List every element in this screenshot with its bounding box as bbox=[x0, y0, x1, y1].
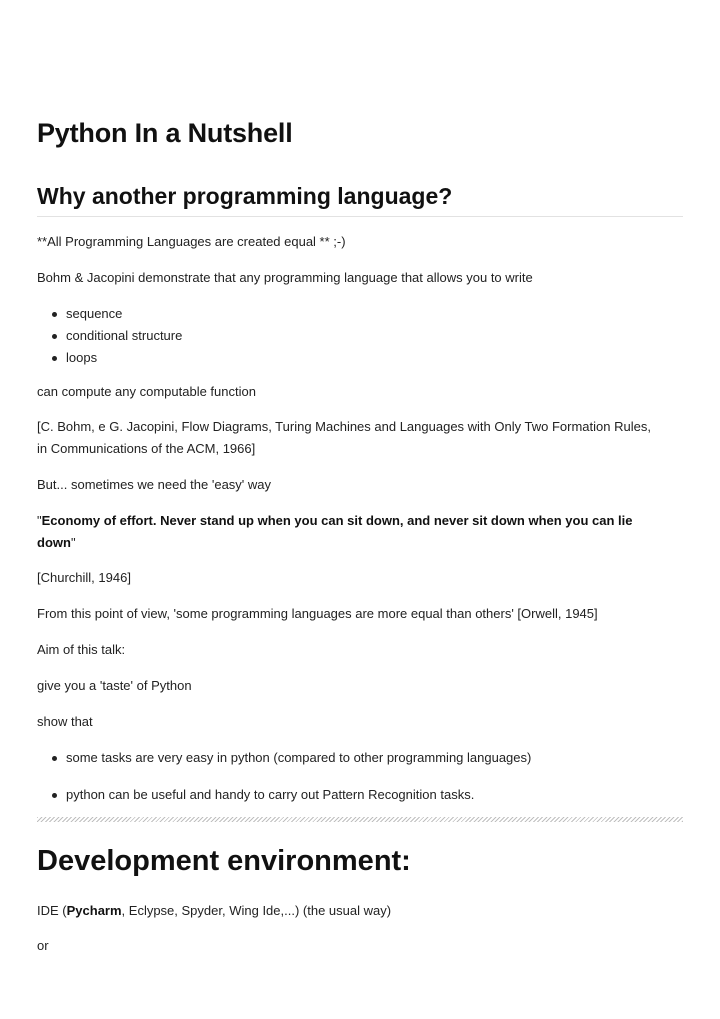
list-item: conditional structure bbox=[66, 325, 712, 347]
quote-mark: " bbox=[70, 535, 76, 550]
paragraph-easy: But... sometimes we need the 'easy' way bbox=[37, 477, 272, 492]
paragraph-ide: IDE (Pycharm, Eclypse, Spyder, Wing Ide,...) (the usual way) bbox=[37, 903, 392, 918]
paragraph-aim: Aim of this talk: bbox=[37, 642, 126, 657]
citation-bohm bbox=[37, 416, 683, 460]
section-divider bbox=[37, 817, 683, 822]
quote-text: Economy of effort. Never stand up when you can sit down, and never sit down when you can lie bbox=[41, 513, 633, 528]
aims-list bbox=[37, 784, 712, 806]
list-item: some tasks are very easy in python (compared to other programming languages) bbox=[66, 747, 712, 769]
list-item: sequence bbox=[66, 303, 712, 325]
section-heading-dev-env: Development environment: bbox=[37, 845, 411, 877]
control-structures-list bbox=[37, 303, 712, 369]
list-item: loops bbox=[66, 347, 712, 369]
list-item: python can be useful and handy to carry out Pattern Recognition tasks. bbox=[66, 784, 712, 806]
paragraph-compute: can compute any computable function bbox=[37, 384, 256, 399]
paragraph-equal: **All Programming Languages are created equal ** ;-) bbox=[37, 234, 346, 249]
citation-line: [C. Bohm, e G. Jacopini, Flow Diagrams, Turing Machines and Languages with Only Two Formation Rules, bbox=[37, 419, 651, 434]
paragraph-bohm: Bohm & Jacopini demonstrate that any programming language that allows you to write bbox=[37, 270, 533, 285]
aims-list bbox=[37, 747, 712, 769]
quote-mark: " bbox=[37, 513, 42, 528]
paragraph-show: show that bbox=[37, 714, 93, 729]
document-title: Python In a Nutshell bbox=[37, 118, 293, 148]
paragraph-churchill: [Churchill, 1946] bbox=[37, 570, 131, 585]
paragraph-or: or bbox=[37, 938, 49, 953]
churchill-quote bbox=[37, 510, 683, 554]
paragraph-orwell: From this point of view, 'some programming languages are more equal than others' [Orwell, 1945] bbox=[37, 606, 598, 621]
citation-line: in Communications of the ACM, 1966] bbox=[37, 441, 256, 456]
ide-pycharm: Pycharm bbox=[66, 903, 122, 918]
section-heading-why: Why another programming language? bbox=[37, 183, 683, 217]
paragraph-taste: give you a 'taste' of Python bbox=[37, 678, 192, 693]
quote-text: down bbox=[37, 535, 71, 550]
